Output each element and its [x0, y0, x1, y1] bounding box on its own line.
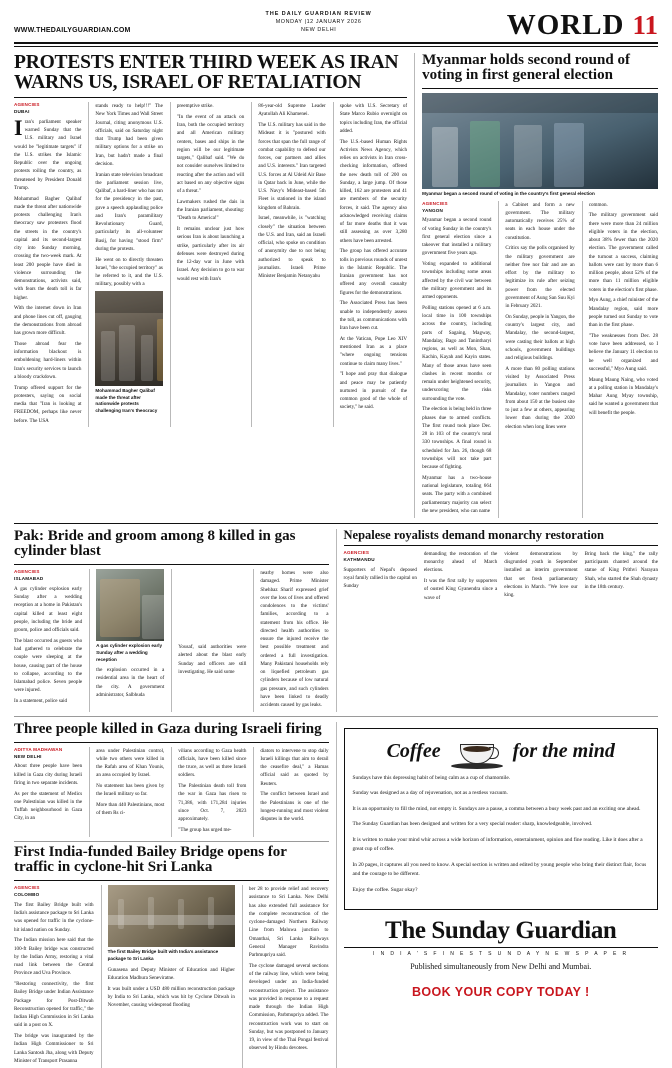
lead-col-5 — [333, 102, 407, 427]
gaza-col-2 — [89, 747, 164, 837]
coffee-cup-icon — [451, 735, 503, 769]
bailey-body-3: ber 28 to provide relief and recovery assistance to Sri Lanka. New Delhi has also extended full assistance for the complete reconstruction of the cyclone-damaged Northern Railway Line from Maluwa junction to Omanthai, Sri Lanka Railways General Manager Ravindra Parbmupriya said. The cyclone damaged several sections of the railway line, which were being developed under an India-funded reconstruction project. The assistance was provided in response to a request made through the Indian High Commission, Parbmupriya added. The reconstruction work was to start on Sunday, but was postponed to January 19, in view of the Thai Pongal festival observed by Hindu devotees. — [248, 886, 329, 1052]
bailey-col-1 — [14, 885, 94, 1068]
promo-title: The Sunday Guardian — [385, 917, 617, 945]
pak-body-4: nearby homes were also damaged. Prime Minister Shehbaz Sharif expressed grief over the loss of lives and offered condolences to the victims' families, according to a statement from his office. He directed health authorities to ensure the injured receive the best possible treatment and ordered a full investigation. Many Pakistani households rely on liquefied petroleum gas cylinders because of low natural gas pressure, and such cylinders have been linked to deadly accidents caused by gas leaks. — [260, 570, 329, 709]
masthead — [14, 10, 658, 40]
lead-col-3 — [170, 102, 244, 427]
pak-photo-caption: A gas cylinder explosion early Sunday after a wedding reception — [96, 643, 163, 662]
lead-article — [14, 53, 407, 518]
nepal-body-2: demanding the restoration of the monarchy ahead of March elections. It was the first rally by supporters of ousted King Gyanendra since a wave of — [423, 550, 498, 601]
section-title: WORLD — [506, 8, 625, 41]
nepal-col-3 — [504, 550, 577, 605]
gaza-byline — [14, 747, 82, 761]
bailey-col-2 — [101, 885, 235, 1068]
left-stack — [14, 722, 329, 1068]
byline-agency: AGENCIES — [343, 549, 370, 555]
gaza-col-3 — [171, 747, 246, 837]
myanmar-col-3 — [582, 201, 658, 518]
pak-col-2 — [89, 569, 164, 712]
coffee-title-right: for the mind — [512, 740, 615, 763]
myanmar-col-1 — [422, 201, 491, 518]
lead-body-4: 86-year-old Supreme Leader Ayatollah Ali Khamenei. The U.S. military has said in the Mideast it is "postured with forces that span the full range of combat capability to defend our forces, our partners and allies and U.S. interests." Iran targeted U.S. forces at Al Udeid Air Base in Qatar back in June, while the U.S. Navy's Mideast-based 5th Fleet is stationed in the island kingdom of Bahrain. Israel, meanwhile, is "watching closely" the situation between the U.S. and Iran, said an Israeli official, who spoke on condition of anonymity due to not being authorized to speak to journalists. Israeli Prime Minister Benjamin Netanyahu — [258, 103, 326, 280]
pak-body-1: A gas cylinder explosion early Sunday after a wedding reception at a home in Pakistan's capital killed at least eight people, including the bride and groom, police and officials said. The blast occurred as guests who had gathered to celebrate the couple were sleeping at the house, causing part of the house to collapse, according to the Islamabad police. Seven people were injured. In a statement, police said — [14, 585, 83, 705]
bailey-article — [14, 845, 329, 1068]
coffee-body: Sundays have this depressing habit of being calm as a cup of chamomile. Sunday was designed as a day of rejuvenation, not as a restless vacuum. It is an opportunity to fill the mind, not empty it. Sundays are a pause, a comma between a busy week past and an exciting one ahead. The Sunday Guardian has been designed and written for a very special reader: sharp, knowledgeable, involved. It is written to make your mind whir across a wide horizon of information, entertainment, opinion and fine reading. Like it does after a great cup of coffee. In 20 pages, it captures all you need to know. A special section is written and edited by young people who bring their distinct flair, focus and the courage to be different. Enjoy the coffee. Sugar okay? — [352, 774, 647, 893]
publication-date: MONDAY |12 JANUARY 2026 — [275, 19, 362, 26]
coffee-title — [353, 735, 650, 769]
lead-photo-caption: Mohammad Bagher Qalibaf made the threat after nationwide protests challenging Iran's theocracy — [95, 388, 158, 414]
lead-body-3: preemptive strike. "In the event of an attack on Iran, both the occupied territory and all American military centers, bases and ships in the region will be our legitimate targets," Qalibaf said. "We do not consider ourselves limited to reacting after the action and will act based on any objective signs of a threat." Lawmakers rushed the dais in the Iranian parliament, shouting: "Death to America!" It remains unclear just how serious Iran is about launching a strike, particularly after its air defenses were destroyed during the 12-day war in June with Israel. Any decision to go to war would rest with Iran's — [176, 103, 245, 282]
section-divider-3 — [14, 841, 329, 842]
section-divider-1 — [14, 523, 658, 524]
pak-byline — [14, 569, 82, 583]
myanmar-photo-caption: Myanmar began a second round of voting in the country's first general election — [422, 191, 595, 197]
gaza-headline: Three people killed in Gaza during Israeli firing — [14, 720, 322, 737]
nepal-body-3: violent demonstrations by disgruntled youth in September installed an interim government that set fresh parliamentary elections in March. "We love our king. — [504, 550, 578, 599]
masthead-rule — [14, 42, 658, 44]
gaza-article — [14, 722, 329, 837]
nepal-article — [336, 529, 659, 712]
nepal-body-1: Supporters of Nepal's deposed royal family rallied in the capital on Sunday — [343, 566, 417, 590]
coffee-feature-box — [344, 728, 659, 910]
section-header — [506, 8, 658, 41]
nepal-headline: Nepalese royalists demand monarchy restoration — [343, 527, 604, 542]
publication-edition: NEW DELHI — [300, 27, 337, 34]
sunday-guardian-promo — [344, 918, 659, 999]
byline-city: NEW DELHI — [14, 753, 42, 759]
coffee-title-left: Coffee — [386, 740, 441, 763]
lead-col-1 — [14, 102, 81, 427]
byline-author: ADITYA MADHAWAN — [14, 746, 63, 752]
myanmar-photo — [422, 93, 658, 189]
byline-city: ISLAMABAD — [14, 576, 44, 582]
bailey-byline — [14, 885, 94, 899]
pak-body-2: the explosion occurred in a residential area in the heart of the city. A government administrator, Salbhuda — [96, 667, 165, 698]
myanmar-article — [414, 53, 658, 518]
lead-col-2 — [88, 102, 162, 427]
myanmar-byline — [422, 201, 491, 215]
gaza-body-1: About three people have been killed in Gaza city during Israeli firing in two separate incidents. As per the statement of Medics one Palestinian was killed in the Tuffah neighbourhood in Gaza City, in an — [14, 763, 83, 822]
gaza-col-4 — [253, 747, 328, 837]
book-copy-cta[interactable]: BOOK YOUR COPY TODAY ! — [411, 985, 590, 1000]
nepal-body-4: Bring back the king," the rally participants chanted around the statue of King Prithvi Narayan Shah, who started the Shah dynasty in the 18th century. — [584, 550, 658, 590]
lead-headline: PROTESTS ENTER THIRD WEEK AS IRAN WARNS US, ISRAEL OF RETALIATION — [14, 51, 399, 93]
pak-col-3 — [171, 569, 246, 712]
page-number: 11 — [632, 10, 658, 41]
gaza-body-3: vilians according to Gaza health officials, have been killed since the truce, as well as three Israeli soldiers. The Palestinian death toll from the war in Gaza has risen to 71,386, with 171,284 injuries since Oct. 7, 2023 approximately. "The group has urged me- — [178, 747, 247, 833]
pak-article — [14, 529, 329, 712]
bailey-photo — [108, 885, 235, 947]
pak-col-1 — [14, 569, 82, 712]
gaza-body-2: area under Palestinian control, while two others were killed in the Rafah area of Khan Younis, an area occupied by Israel. No statement has been given by the Israeli military so far. More than 440 Palestinians, most of them Rs ci- — [96, 747, 165, 817]
nepal-col-2 — [424, 550, 497, 605]
myanmar-body-2: a Cabinet and form a new government. The military automatically receives 25% of seats in each house under the constitution. Critics say the polls organised by the military government are neither free nor fair and are an effort by the military to legitimize its rule after seizing power from the elected government of Aung San Suu Kyi in February 2021. On Sunday, people in Yangon, the country's largest city, and Mandalay, the second-largest, were casting their ballots at high schools, government buildings and religious buildings. A more than 80 polling stations visited by Associated Press journalists in Yangon and Mandalay, voter numbers ranged from about 150 at the busiest site to just a few at others, appearing lower than during the 2020 election when long lines were — [505, 201, 575, 430]
nepal-byline — [344, 550, 417, 564]
pak-col-4 — [253, 569, 328, 712]
byline-city: YANGON — [422, 207, 444, 213]
byline-city: DUBAI — [14, 108, 30, 114]
bailey-headline: First India-funded Bailey Bridge opens for traffic in cyclone-hit Sri Lanka — [14, 843, 287, 876]
myanmar-headline: Myanmar holds second round of voting in first general election — [422, 51, 630, 84]
pak-photo — [96, 569, 164, 641]
pak-headline: Pak: Bride and groom among 8 killed in gas cylinder blast — [14, 527, 296, 560]
byline-agency: AGENCIES — [14, 885, 40, 891]
byline-agency: AGENCIES — [14, 569, 40, 575]
pak-body-3: Yousaf, said authorities were alerted about the blast early Sunday and officers are still investigating. He said some — [178, 644, 247, 675]
byline-agency: AGENCIES — [14, 102, 40, 108]
section-divider-2 — [14, 716, 658, 717]
nepal-col-1 — [344, 550, 417, 605]
myanmar-body-1: Myanmar began a second round of voting Sunday in the country's first general election since a takeover that installed a military government five years ago. Voting expanded to additional townships including some areas affected by the civil war between the military government and its armed opponents. Polling stations opened at 6 a.m. local time in 100 townships across the country, including parts of Sagaing, Magway, Mandalay, Bago and Tanintharyi regions, as well as Mon, Shan, Kachin, Kayah and Kayin states. Many of those areas have seen clashes in recent months or remain under heightened security, underscoring the risks surrounding the vote. The election is being held in three phases due to armed conflicts. The first round took place Dec. 28 in 103 of the country's total 330 townships. A final round is scheduled for Jan. 26, though 68 townships will not take part because of fighting. Myanmar has a two-house national legislature, totaling 664 seats. The party with a combined parliamentary majority can select the new president, who can name — [422, 217, 492, 514]
gaza-col-1 — [14, 747, 82, 837]
lead-byline — [14, 102, 81, 116]
myanmar-col-2 — [498, 201, 574, 518]
nepal-col-4 — [585, 550, 658, 605]
lead-body-5: spoke with U.S. Secretary of State Marco Rubio overnight on topics including Iran, the official added. The U.S.-based Human Rights Activists News Agency, which relies on activists in Iran cross-checking information, offered the new death toll of 200 on Sunday, a large jump. Of those killed, 162 are protesters and 41 are members of the security forces, it said. The agency also acknowledged receiving claims of far more deaths that it was still assessing as over 3,280 others have been arrested. The group has offered accurate tolls in previous rounds of unrest in the Islamic Republic. The Iranian government has not offered any overall casualty figures for the demonstrations. The Associated Press has been unable to independently assess the toll, as communications with Iran have been cut. At the Vatican, Pope Leo XIV mentioned Iran as a place "where ongoing tensions continue to claim many lives." "I hope and pray that dialogue and peace may be patiently nurtured in pursuit of the common good of the whole of society," he said. — [339, 103, 408, 411]
masthead-rule-thin — [14, 46, 658, 47]
lead-col-4 — [251, 102, 325, 427]
byline-city: COLOMBO — [14, 892, 40, 898]
bailey-photo-caption: The first Bailey Bridge built with India's assistance package to Sri Lanka — [107, 949, 219, 961]
bailey-body-2: Gunasena and Deputy Minister of Education and Higher Education Madhura Seneviratne. It was built under a USD 480 million reconstruction package by India to Sri Lanka, which was hit by Cyclone Ditwah in November, causing widespread flooding — [107, 966, 235, 1009]
bailey-col-3 — [242, 885, 329, 1068]
website-url: WWW.THEDAILYGUARDIAN.COM — [14, 27, 131, 35]
bailey-body-1: The first Bailey Bridge built with India's assistance package to Sri Lanka was opened for traffic in the cyclone-hit island nation on Sunday. The Indian mission here said that the 100-ft Bailey bridge was constructed by the Indian Army, restoring a vital road link between the Central Province and Uva Province. "Restoring connectivity, the first Bailey Bridge under Indian Assistance Package for Post-Ditwah Reconstruction opened for traffic," the Indian High Commission in Sri Lanka said in a post on X. The bridge was inaugurated by the Indian High Commissioner to Sri Lanka Santosh Jha, along with Deputy Minister of Transport Prasanna — [14, 901, 94, 1064]
promo-published: Published simultaneously from New Delhi and Mumbai. — [410, 962, 592, 972]
publication-info — [266, 10, 372, 37]
myanmar-body-3: common. The military government said there were more than 24 million eligible voters in the election, about 38% fewer than the 2020 election. The government called the turnout a success, claiming ballots were cast by more than 6 million people, about 52% of the more than 11 million eligible voters in the election's first phase. Myo Aung, a chief minister of the Mandalay region, said more people turned out Sunday to vote than in the first phase. "The weaknesses from Dec. 28 vote have been addressed, so I believe the January 11 election to be well organized and successful," Myo Aung said. Maung Maung Naing, who voted at a polling station in Mandalay's Mahar Aung Myay township, said he wanted a government that will benefit the people. — [588, 201, 659, 416]
gaza-body-4: diators to intervene to stop daily Israeli killings that aim to derail the ceasefire deal," a Hamas official said as quoted by Reuters. The conflict between Israel and the Palestinians is one of the longest-running and most violent disputes in the world. — [260, 747, 329, 823]
publication-name: THE DAILY GUARDIAN REVIEW — [265, 11, 372, 17]
promo-rule — [344, 947, 659, 948]
lead-body-2: stands ready to help!!!" The New York Times and Wall Street Journal, citing anonymous U.S. officials, said on Saturday night that Trump had been given military options for a strike on Iran, but hadn't made a final decision. Iranian state television broadcast the parliament session live, Qalibaf, a hard-liner who has ran for the presidency in the past, gave a speech applauding police and Iran's paramilitary Revolutionary Guard, particularly its all-volunteer Basij, for having "stood firm" during the protests. He went on to directly threaten Israel, "the occupied territory" as he referred to it, and the U.S. military, possibly with a — [95, 103, 163, 288]
right-rail — [336, 722, 659, 1068]
lead-photo — [95, 291, 162, 386]
byline-city: KATHMANDU — [343, 556, 375, 562]
byline-agency: AGENCIES — [422, 200, 448, 206]
lead-body-1: Iran's parliament speaker warned Sunday that the U.S. military and Israel would be "legitimate targets" if the U.S. strikes the Islamic Republic over the ongoing protests roiling the country, as threatened by President Donald Trump. Mohammad Bagher Qalibaf made the threat after nationwide protests challenging Iran's theocracy saw protesters flood the streets in the country's capital and its second-largest city into Sunday morning, crossing the two-week mark. At least 200 people have died in violence surrounding the demonstrations, activists said, with fears the death toll is far higher. With the internet down in Iran and phone lines cut off, gauging the demonstrations from abroad has grown more difficult. Those abroad fear the information blackout is emboldening hard-liners within Iran's security services to launch a bloody crackdown. Trump offered support for the protesters, saying on social media that "Iran is looking at FREEDOM, perhaps like never before. The USA — [14, 114, 82, 424]
promo-tagline: I N D I A ' S F I N E S T S U N D A Y N E W S P A P E R — [372, 951, 629, 958]
